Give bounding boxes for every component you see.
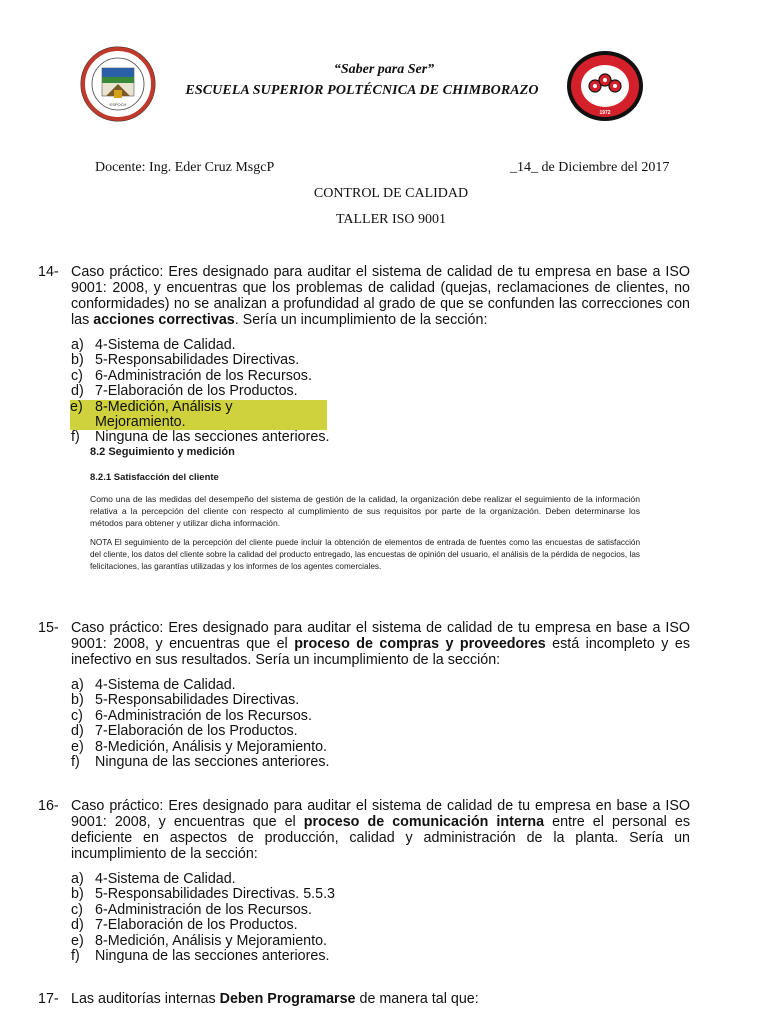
option-e: e) 8-Medición, Análisis y Mejoramiento. (71, 738, 328, 755)
option-d: d) 7-Elaboración de los Productos. (71, 383, 298, 400)
option-a: a) 4-Sistema de Calidad. (71, 337, 236, 353)
option-e: e) 8-Medición, Análisis y Mejoramiento. (71, 932, 328, 949)
option-a: a) 4-Sistema de Calidad. (71, 677, 236, 693)
options-list (71, 338, 690, 446)
question-14 (38, 264, 690, 446)
option-b: b) 5-Responsabilidades Directivas. 5.5.3 (71, 886, 335, 903)
option-d: d) 7-Elaboración de los Productos. (71, 723, 298, 740)
excerpt-subheading: 8.2.1 Satisfacción del cliente (90, 472, 219, 483)
school-motto: “Saber para Ser” (333, 62, 435, 77)
option-f: f) Ninguna de las secciones anteriores. (71, 754, 330, 771)
excerpt-heading: 8.2 Seguimiento y medición (90, 446, 235, 458)
workshop-title: TALLER ISO 9001 (335, 212, 447, 227)
question-text: Las auditorías internas Deben Programarse de manera tal que: (71, 991, 479, 1007)
option-a: a) 4-Sistema de Calidad. (71, 871, 236, 887)
options-list (71, 872, 690, 964)
option-d: d) 7-Elaboración de los Productos. (71, 917, 298, 934)
question-text: Caso práctico: Eres designado para auditar el sistema de calidad de tu empresa en base a ISO 9001: 2008, y encuentras que el proceso de compras y proveedores está incompleto y es inefectivo en sus resultados. Sería un incumplimiento de la sección: (71, 620, 690, 668)
iso-excerpt (90, 446, 640, 573)
docente-line: Docente: Ing. Eder Cruz MsgcP (95, 160, 275, 175)
excerpt-paragraph: Como una de las medidas del desempeño del sistema de gestión de la calidad, la organización debe realizar el seguimiento de la información relativa a la percepción del cliente con respecto al cumplimiento de sus requisitos por parte de la organización. Deben determinarse los métodos para obtener y utilizar dicha información. (90, 494, 640, 528)
question-number: 16- (38, 798, 59, 814)
option-c: c) 6-Administración de los Recursos. (71, 901, 312, 918)
question-text: Caso práctico: Eres designado para auditar el sistema de calidad de tu empresa en base a ISO 9001: 2008, y encuentras que el proceso de comunicación interna entre el personal es deficiente en aspectos de producción, calidad y administración de la planta. Sería un incumplimiento de la sección: (71, 798, 690, 862)
option-e-highlighted: e) 8-Medición, Análisis y Mejoramiento. (70, 400, 327, 431)
question-15 (38, 620, 690, 770)
options-list (71, 678, 690, 770)
question-16 (38, 798, 690, 964)
svg-text:1972: 1972 (599, 110, 611, 116)
course-title: CONTROL DE CALIDAD (313, 186, 469, 201)
date-line: _14_ de Diciembre del 2017 (510, 160, 670, 175)
school-name: ESCUELA SUPERIOR POLTÉCNICA DE CHIMBORAZO (185, 83, 539, 98)
excerpt-note: NOTA El seguimiento de la percepción del cliente puede incluir la obtención de elementos de entrada de fuentes como las encuestas de satisfacción del cliente, los datos del cliente sobre la calidad del producto entregado, las encuestas de opinión del usuario, el análisis de la pérdida de negocios, las felicitaciones, las garantías utilizadas y los informes de los agentes comerciales. (90, 538, 640, 571)
svg-text:ESPOCH: ESPOCH (109, 102, 127, 107)
question-17 (38, 991, 690, 1007)
option-b: b) 5-Responsabilidades Directivas. (71, 352, 300, 369)
option-c: c) 6-Administración de los Recursos. (71, 707, 312, 724)
faculty-mechanics-logo (566, 50, 644, 122)
option-f: f) Ninguna de las secciones anteriores. (71, 429, 330, 446)
question-number: 17- (38, 991, 59, 1007)
option-b: b) 5-Responsabilidades Directivas. (71, 692, 300, 709)
question-number: 14- (38, 264, 59, 280)
question-text: Caso práctico: Eres designado para auditar el sistema de calidad de tu empresa en base a ISO 9001: 2008, y encuentras que los problemas de calidad (quejas, reclamaciones de clientes, no conformidades) no se analizan a profundidad al grado de que se confunden las correcciones con las acciones correctivas. Sería un incumplimiento de la sección: (71, 264, 690, 328)
option-c: c) 6-Administración de los Recursos. (71, 367, 312, 384)
option-f: f) Ninguna de las secciones anteriores. (71, 948, 330, 965)
question-number: 15- (38, 620, 59, 636)
